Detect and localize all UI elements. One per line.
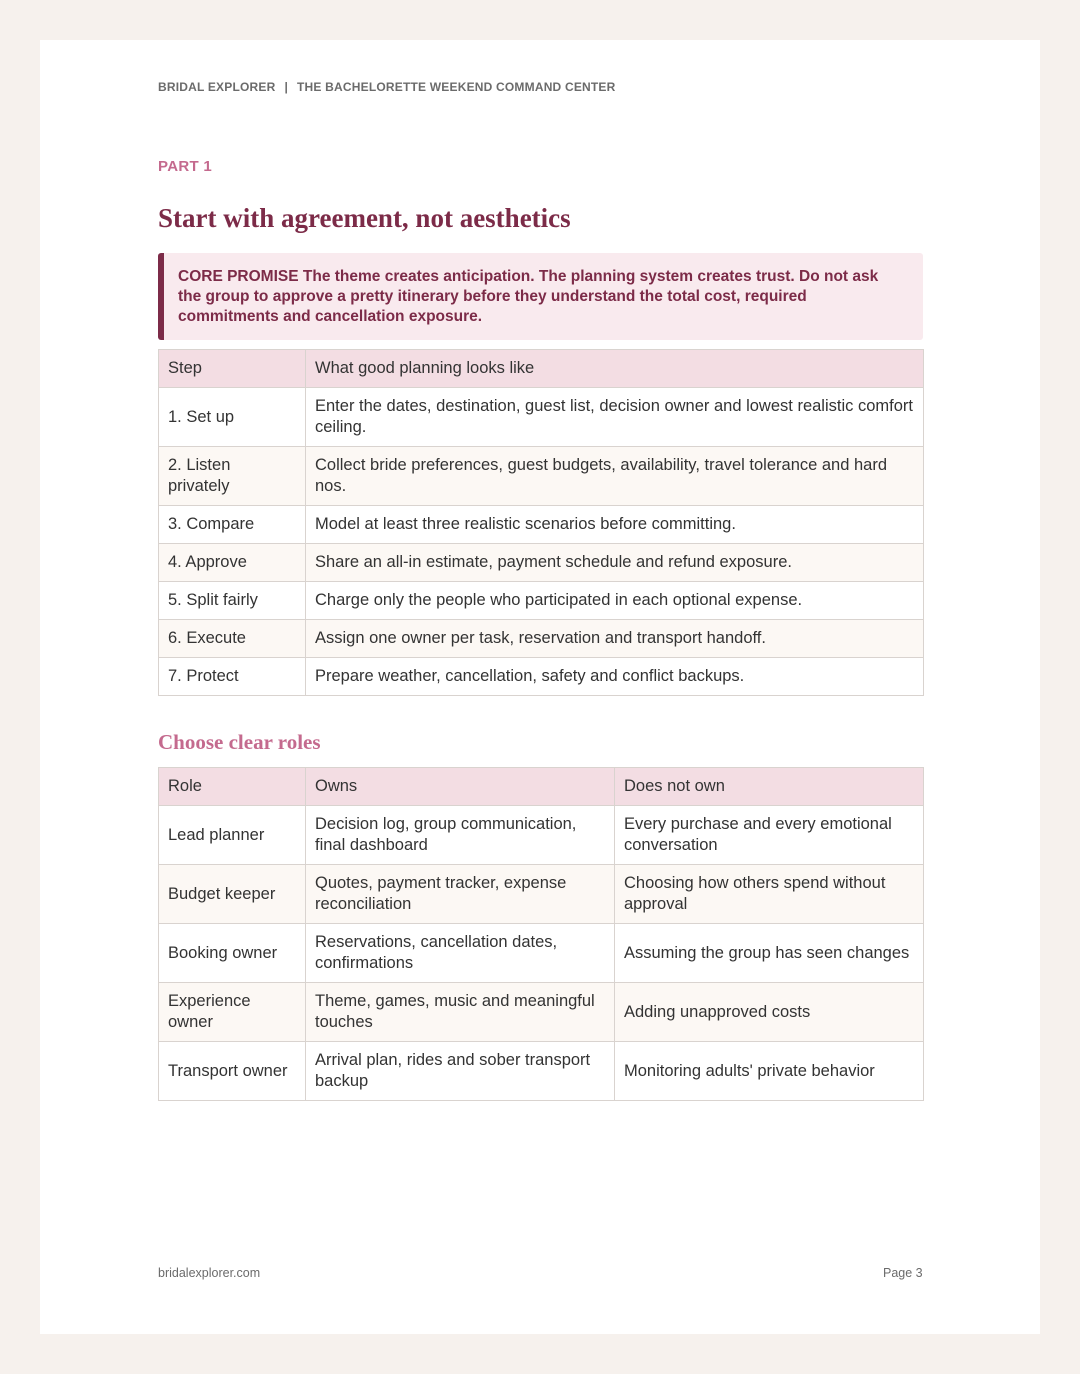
- document-page: [40, 40, 1040, 1334]
- column-header-role: Role: [159, 768, 306, 806]
- step-cell: 6. Execute: [159, 620, 306, 658]
- table-row: [159, 924, 924, 983]
- does-not-own-cell: Monitoring adults' private behavior: [615, 1042, 924, 1101]
- description-cell: Assign one owner per task, reservation and transport handoff.: [306, 620, 924, 658]
- column-header-owns: Owns: [306, 768, 615, 806]
- table-row: [159, 447, 924, 506]
- owns-cell: Theme, games, music and meaningful touches: [306, 983, 615, 1042]
- document-title: THE BACHELORETTE WEEKEND COMMAND CENTER: [297, 80, 616, 94]
- owns-cell: Arrival plan, rides and sober transport backup: [306, 1042, 615, 1101]
- footer-website: bridalexplorer.com: [158, 1266, 261, 1280]
- table-row: [159, 1042, 924, 1101]
- table-row: [159, 983, 924, 1042]
- table-row: [159, 865, 924, 924]
- description-cell: Charge only the people who participated in each optional expense.: [306, 582, 924, 620]
- does-not-own-cell: Assuming the group has seen changes: [615, 924, 924, 983]
- role-cell: Lead planner: [159, 806, 306, 865]
- planning-steps-table: [158, 349, 924, 696]
- running-header: [158, 80, 616, 94]
- owns-cell: Quotes, payment tracker, expense reconciliation: [306, 865, 615, 924]
- core-promise-callout: CORE PROMISE The theme creates anticipation. The planning system creates trust. Do not ask the group to approve a pretty itinerary before they understand the total cost, required commitments and cancellation exposure.: [158, 253, 923, 340]
- description-cell: Share an all-in estimate, payment schedule and refund exposure.: [306, 544, 924, 582]
- step-cell: 7. Protect: [159, 658, 306, 696]
- step-cell: 3. Compare: [159, 506, 306, 544]
- step-cell: 4. Approve: [159, 544, 306, 582]
- table-row: [159, 620, 924, 658]
- role-cell: Budget keeper: [159, 865, 306, 924]
- table-row: [159, 388, 924, 447]
- description-cell: Prepare weather, cancellation, safety and conflict backups.: [306, 658, 924, 696]
- table-row: [159, 544, 924, 582]
- does-not-own-cell: Adding unapproved costs: [615, 983, 924, 1042]
- step-cell: 5. Split fairly: [159, 582, 306, 620]
- does-not-own-cell: Every purchase and every emotional conversation: [615, 806, 924, 865]
- brand-name: BRIDAL EXPLORER: [158, 80, 276, 94]
- column-header-step: Step: [159, 350, 306, 388]
- column-header-planning: What good planning looks like: [306, 350, 924, 388]
- owns-cell: Reservations, cancellation dates, confirmations: [306, 924, 615, 983]
- role-cell: Booking owner: [159, 924, 306, 983]
- section-title: Start with agreement, not aesthetics: [158, 203, 571, 233]
- roles-table: [158, 767, 924, 1101]
- step-cell: 2. Listen privately: [159, 447, 306, 506]
- description-cell: Enter the dates, destination, guest list, decision owner and lowest realistic comfort ceiling.: [306, 388, 924, 447]
- description-cell: Collect bride preferences, guest budgets, availability, travel tolerance and hard nos.: [306, 447, 924, 506]
- part-label: PART 1: [158, 158, 213, 175]
- roles-subheading: Choose clear roles: [158, 730, 321, 754]
- role-cell: Experience owner: [159, 983, 306, 1042]
- table-row: [159, 582, 924, 620]
- header-separator: |: [284, 80, 289, 94]
- role-cell: Transport owner: [159, 1042, 306, 1101]
- footer-page-number: Page 3: [883, 1266, 923, 1280]
- description-cell: Model at least three realistic scenarios before committing.: [306, 506, 924, 544]
- owns-cell: Decision log, group communication, final dashboard: [306, 806, 615, 865]
- table-row: [159, 806, 924, 865]
- column-header-does-not-own: Does not own: [615, 768, 924, 806]
- does-not-own-cell: Choosing how others spend without approval: [615, 865, 924, 924]
- table-header-row: [159, 350, 924, 388]
- table-header-row: [159, 768, 924, 806]
- table-row: [159, 506, 924, 544]
- step-cell: 1. Set up: [159, 388, 306, 447]
- table-row: [159, 658, 924, 696]
